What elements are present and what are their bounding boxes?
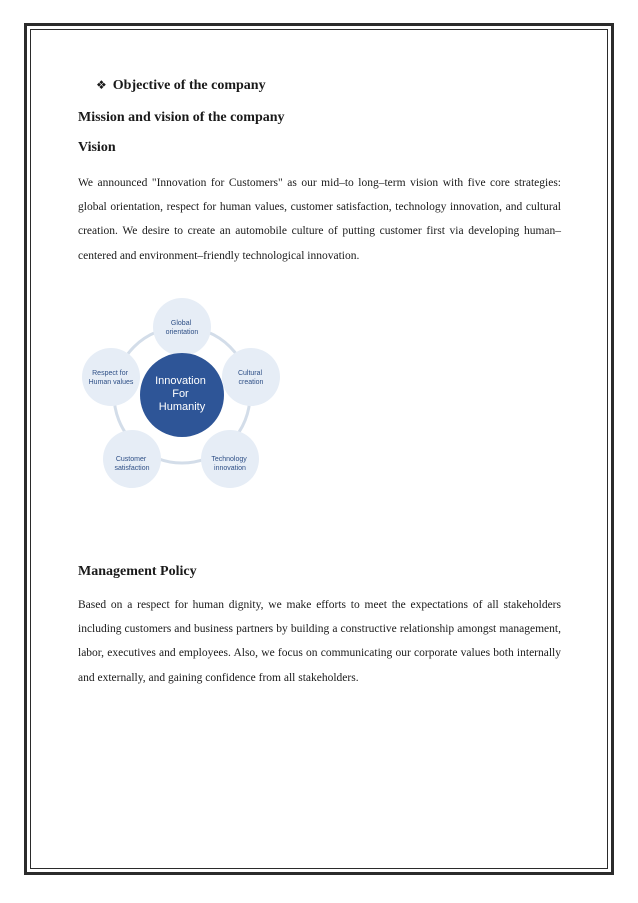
cultural-node-label: Cultural creation (237, 370, 264, 386)
respect-node-label: Respect for Human values (88, 370, 134, 386)
customer-node-label: Customer satisfaction (114, 456, 150, 472)
global-node-label: Global orientation (165, 320, 199, 336)
respect-node (82, 348, 140, 406)
diamond-bullet-icon: ❖ (96, 78, 107, 92)
mission-heading: Mission and vision of the company (78, 110, 285, 125)
vision-diagram (78, 298, 288, 493)
global-node (153, 298, 211, 356)
center-node-label: Innovation For Humanity (155, 375, 206, 413)
management-paragraph: Based on a respect for human dignity, we make efforts to meet the expectations of all stakeholders including customers and business partners by building a constructive relationship amongst management, labor, executives and employees. Also, we focus on communicating our corporate values both internally and externally, and gaining confidence from all stakeholders. (78, 599, 561, 684)
cultural-node (222, 348, 280, 406)
technology-node-label: Technology innovation (211, 456, 247, 472)
management-heading: Management Policy (78, 564, 197, 579)
vision-heading: Vision (78, 140, 116, 155)
objective-heading-text: Objective of the company (112, 78, 266, 93)
objective-heading (96, 78, 266, 94)
vision-paragraph: We announced "Innovation for Customers" as our mid–to long–term vision with five core strategies: global orientation, respect for human values, customer satisfaction, technology innovation, and cultural creation. We desire to create an automobile culture of putting customer first via developing human–centered and environment–friendly technological innovation. (78, 177, 561, 262)
